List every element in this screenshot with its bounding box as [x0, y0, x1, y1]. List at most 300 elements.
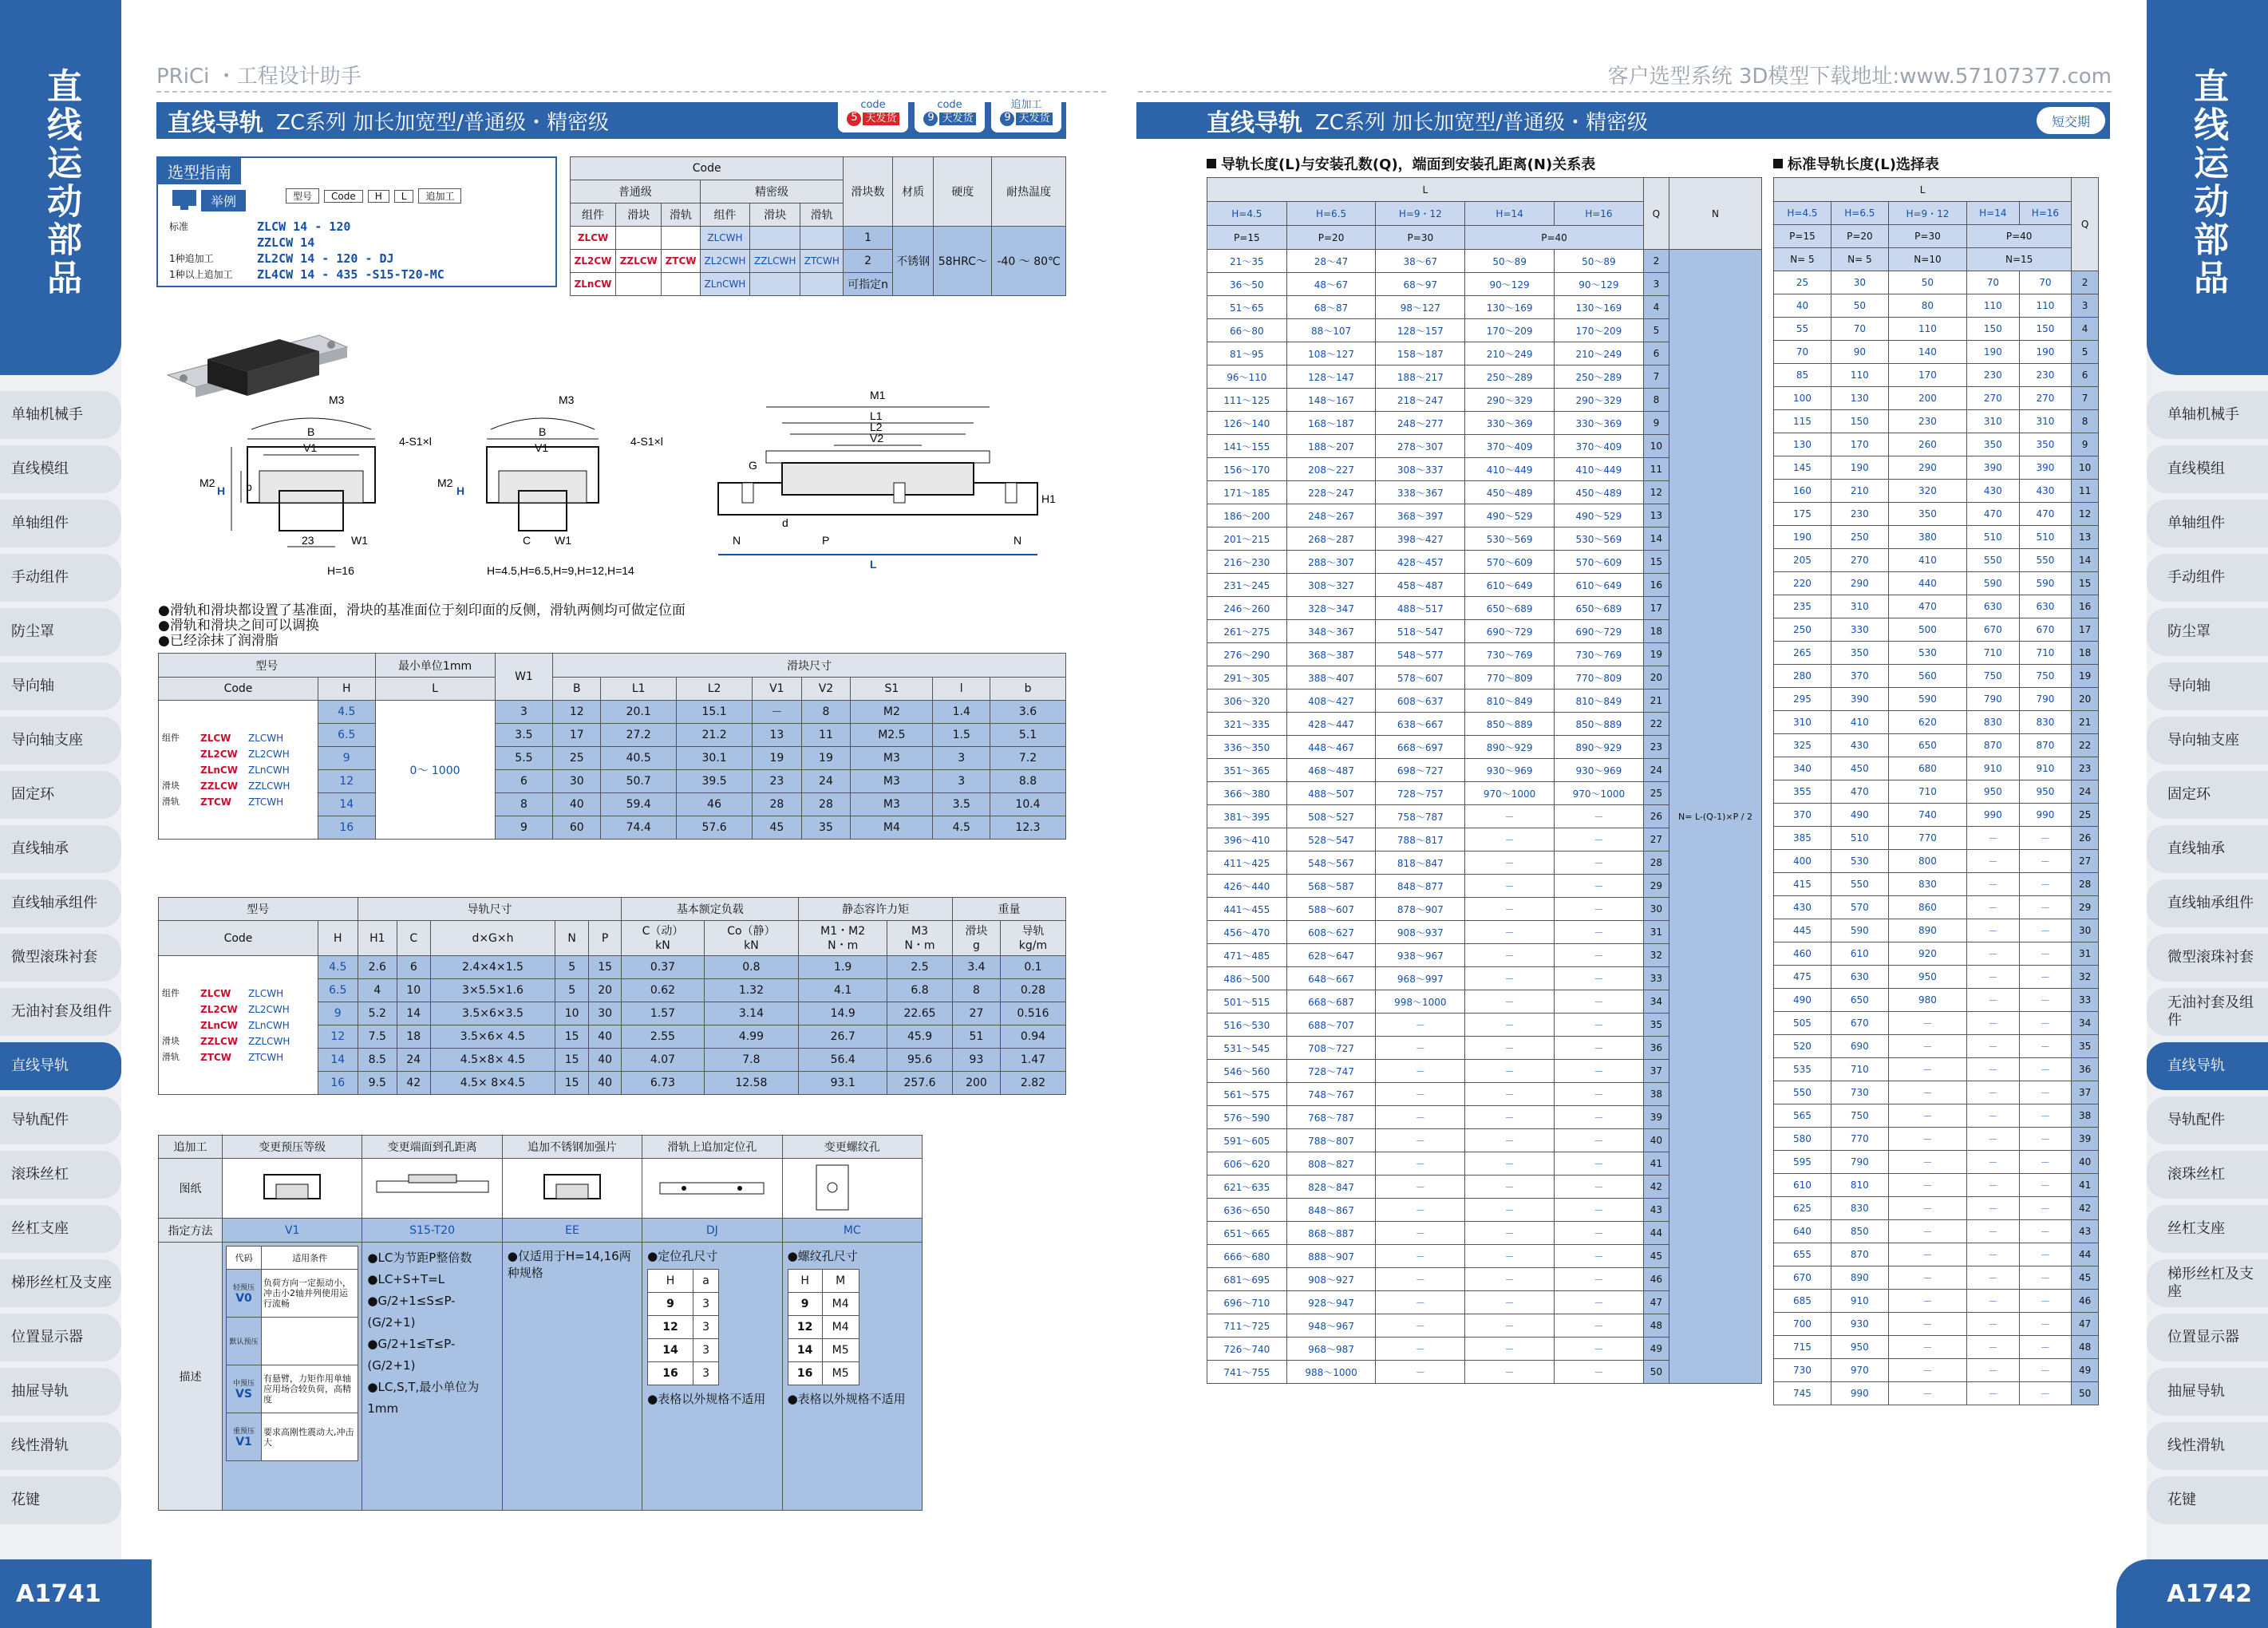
t1-cell: 30.1: [677, 747, 753, 770]
rt2-cell: 42: [2072, 1197, 2099, 1220]
standard-length-table-title: 标准导轨长度(L)选择表: [1773, 153, 1939, 174]
preload-row: [227, 1270, 358, 1318]
rt1-cell: －: [1376, 1199, 1465, 1222]
t1-col-header: V1: [753, 678, 802, 701]
rt2-cell: －: [1967, 1197, 2020, 1220]
sidebar-item-19[interactable]: 线性滑轨: [0, 1422, 121, 1470]
rt1-cell: 98～127: [1376, 296, 1465, 319]
rt2-cell: 320: [1888, 480, 1966, 503]
rt1-cell: －: [1555, 1199, 1644, 1222]
t1-cell: 19: [801, 747, 851, 770]
rt1-cell: 9: [1643, 412, 1669, 435]
sidebar-item-8[interactable]: 直线轴承: [0, 825, 121, 873]
sidebar-item-19[interactable]: 线性滑轨: [2147, 1422, 2268, 1470]
sidebar-item-11[interactable]: 无油衬套及组件: [2147, 988, 2268, 1036]
t1-cell: 1.5: [933, 724, 990, 747]
sidebar-item-17[interactable]: 位置显示器: [0, 1314, 121, 1361]
rt2-cell: 70: [1774, 341, 1831, 364]
rt1-cell: 411～425: [1207, 852, 1287, 875]
rt1-cell: －: [1465, 1152, 1555, 1176]
sidebar-item-2[interactable]: 单轴组件: [0, 500, 121, 547]
code-cell: 2: [844, 250, 892, 273]
rt1-cell: 628～647: [1286, 944, 1376, 967]
rt2-cell: 710: [1888, 780, 1966, 804]
t1-cell: 19: [753, 747, 802, 770]
code-cell: ZTCW: [662, 250, 700, 273]
t1-w1-header: W1: [495, 654, 553, 701]
rt2-row: [1774, 780, 2099, 804]
rt1-cell: －: [1555, 1338, 1644, 1361]
rt1-p-col: P=20: [1286, 226, 1376, 250]
rt2-cell: 830: [1967, 711, 2020, 734]
rt2-cell: 90: [1831, 341, 1888, 364]
rt1-cell: 576～590: [1207, 1106, 1287, 1129]
t2-cell: 14.9: [799, 1002, 887, 1025]
t1-cell: 50.7: [601, 770, 677, 793]
rt2-cell: －: [1888, 1313, 1966, 1336]
sidebar-item-8[interactable]: 直线轴承: [2147, 825, 2268, 873]
rt1-cell: 810～849: [1555, 690, 1644, 713]
mc-cell: 9: [788, 1293, 822, 1316]
t2-cell: 4.07: [622, 1049, 704, 1072]
rt1-cell: 278～307: [1376, 435, 1465, 458]
rt2-cell: 550: [1831, 873, 1888, 896]
rt2-h-col: H=6.5: [1831, 202, 1888, 225]
delivery-badge-1: [915, 97, 985, 132]
t2-cell: 15: [555, 1072, 588, 1095]
rt1-cell: 828～847: [1286, 1176, 1376, 1199]
rt2-row: [1774, 433, 2099, 456]
dj-cell: 14: [648, 1339, 693, 1362]
t3-header: 追加工: [159, 1136, 223, 1159]
sidebar-item-13[interactable]: 导轨配件: [2147, 1097, 2268, 1144]
rt1-cell: －: [1465, 852, 1555, 875]
rt2-cell: 830: [1831, 1197, 1888, 1220]
sidebar-item-20[interactable]: 花键: [0, 1476, 121, 1524]
sidebar-item-0[interactable]: 单轴机械手: [0, 391, 121, 439]
sidebar-item-2[interactable]: 单轴组件: [2147, 500, 2268, 547]
rt1-cell: 650～689: [1465, 597, 1555, 620]
t2-cell: 20: [588, 979, 621, 1002]
sidebar-item-10[interactable]: 微型滚珠衬套: [0, 934, 121, 982]
sidebar-item-5[interactable]: 导向轴: [0, 662, 121, 710]
rt1-cell: －: [1465, 1106, 1555, 1129]
t3-header: 变更预压等级: [223, 1136, 362, 1159]
rt1-cell: 528～547: [1286, 828, 1376, 852]
mc-row: [788, 1339, 859, 1362]
rt2-cell: 190: [1967, 341, 2020, 364]
rt1-cell: 948～967: [1286, 1314, 1376, 1338]
length-hole-table: [1207, 177, 1762, 1384]
rt2-cell: 750: [2019, 665, 2072, 688]
rt1-cell: 636～650: [1207, 1199, 1287, 1222]
rt1-cell: 38～67: [1376, 250, 1465, 273]
t2-cell: 0.62: [622, 979, 704, 1002]
rt2-cell: 670: [1831, 1012, 1888, 1035]
s15-line: ●LC为节距P整倍数: [367, 1251, 472, 1265]
sidebar-item-15[interactable]: 丝杠支座: [2147, 1205, 2268, 1253]
t2-cell: 6.73: [622, 1072, 704, 1095]
t2-col-header: d×G×h: [430, 921, 555, 956]
sidebar-item-18[interactable]: 抽屉导轨: [0, 1368, 121, 1416]
t2-code-normal: ZZLCW: [200, 1035, 239, 1047]
rt1-cell: 32: [1643, 944, 1669, 967]
preload-name: 轻预压: [232, 1284, 255, 1292]
sidebar-item-14[interactable]: 滚珠丝杠: [2147, 1151, 2268, 1199]
rt1-cell: －: [1555, 898, 1644, 921]
t1-cell: 28: [801, 793, 851, 816]
code-subheader: 滑块: [616, 204, 662, 227]
dim-hlist: H=4.5,H=6.5,H=9,H=12,H=14: [487, 564, 634, 577]
mc-h: H: [788, 1270, 822, 1293]
rt1-cell: 890～929: [1465, 736, 1555, 759]
rt2-cell: 390: [1967, 456, 2020, 480]
group-label: [162, 762, 200, 778]
dim-h16: H=16: [327, 564, 354, 577]
t2-unit-header: C（动） kN: [622, 921, 704, 956]
sidebar-item-16[interactable]: 梯形丝杠及支座: [2147, 1259, 2268, 1307]
rt1-cell: 228～247: [1286, 481, 1376, 504]
rt2-cell: －: [2019, 1128, 2072, 1151]
group-label: 滑块: [162, 1035, 180, 1046]
rt2-row: [1774, 318, 2099, 341]
rt2-cell: 265: [1774, 642, 1831, 665]
rt1-cell: 548～577: [1376, 643, 1465, 666]
t2-unit-header: 滑块 g: [952, 921, 1000, 956]
rt2-cell: 610: [1774, 1174, 1831, 1197]
rt2-cell: 270: [1967, 387, 2020, 410]
sidebar-item-6[interactable]: 导向轴支座: [2147, 717, 2268, 765]
code-v1: V1: [223, 1219, 362, 1243]
rt1-cell: 348～367: [1286, 620, 1376, 643]
rt2-cell: 505: [1774, 1012, 1831, 1035]
t2-cell: 3.5×6× 4.5: [430, 1025, 555, 1049]
rt2-cell: －: [1888, 1104, 1966, 1128]
rt1-cell: 988～1000: [1286, 1361, 1376, 1384]
rt2-cell: －: [2019, 827, 2072, 850]
rt1-cell: －: [1555, 1176, 1644, 1199]
t2-cell: 30: [588, 1002, 621, 1025]
rt2-cell: 550: [2019, 549, 2072, 572]
sidebar-item-11[interactable]: 无油衬套及组件: [0, 988, 121, 1036]
rt1-cell: 530～569: [1555, 528, 1644, 551]
rt1-cell: 788～807: [1286, 1129, 1376, 1152]
rt1-cell: 730～769: [1465, 643, 1555, 666]
plate-drawing: [502, 1159, 642, 1219]
t1-l-header: L: [375, 678, 495, 701]
t1-unit-header: 最小单位1mm: [375, 654, 495, 678]
rt1-cell: 518～547: [1376, 620, 1465, 643]
t1-cell: 45: [753, 816, 802, 840]
rt1-cell: 128～147: [1286, 366, 1376, 389]
rt1-cell: 410～449: [1555, 458, 1644, 481]
group-label: [162, 1018, 200, 1033]
rt1-cell: 30: [1643, 898, 1669, 921]
rt2-cell: 230: [1831, 503, 1888, 526]
rt1-cell: 27: [1643, 828, 1669, 852]
left-sidebar: [0, 0, 121, 1628]
s15-line: ●LC+S+T=L: [367, 1272, 445, 1286]
rt2-row: [1774, 294, 2099, 318]
rt2-cell: －: [1888, 1081, 1966, 1104]
t2-code-normal: ZTCW: [200, 1051, 231, 1063]
rt2-cell: －: [1967, 966, 2020, 989]
rt2-row: [1774, 873, 2099, 896]
rt1-cell: 930～969: [1465, 759, 1555, 782]
rt2-row: [1774, 410, 2099, 433]
rt1-cell: 20: [1643, 666, 1669, 690]
rt2-cell: －: [1967, 1012, 2020, 1035]
sidebar-item-5[interactable]: 导向轴: [2147, 662, 2268, 710]
sidebar-item-3[interactable]: 手动组件: [2147, 554, 2268, 602]
t2-code-normal: ZL2CW: [200, 1003, 238, 1015]
t2-cell: 0.94: [1000, 1025, 1065, 1049]
rt2-cell: －: [2019, 896, 2072, 919]
rt2-cell: －: [1967, 1104, 2020, 1128]
sidebar-item-20[interactable]: 花键: [2147, 1476, 2268, 1524]
sidebar-item-0[interactable]: 单轴机械手: [2147, 391, 2268, 439]
rt1-cell: 690～729: [1555, 620, 1644, 643]
rt1-cell: 33: [1643, 967, 1669, 990]
dj-note: ●表格以外规格不适用: [647, 1392, 766, 1406]
rt2-row: [1774, 595, 2099, 618]
rt1-cell: 19: [1643, 643, 1669, 666]
rt2-cell: 950: [1888, 966, 1966, 989]
t2-unit-header: Co（静） kN: [704, 921, 799, 956]
rt1-cell: 28～47: [1286, 250, 1376, 273]
rt2-row: [1774, 1290, 2099, 1313]
preload-cond: 要求高刚性震动大,冲击大: [262, 1413, 358, 1461]
code-cell: [616, 227, 662, 250]
rt1-cell: －: [1555, 967, 1644, 990]
rt2-cell: 490: [1774, 989, 1831, 1012]
rt2-cell: 10: [2072, 456, 2099, 480]
rt2-row: [1774, 665, 2099, 688]
sidebar-item-16[interactable]: 梯形丝杠及支座: [0, 1259, 121, 1307]
rt1-cell: 848～877: [1376, 875, 1465, 898]
page-title-right: 直线导轨: [1207, 109, 1302, 137]
rt1-cell: 3: [1643, 273, 1669, 296]
t2-cell: 4: [358, 979, 397, 1002]
rt2-row: [1774, 572, 2099, 595]
rt2-cell: 43: [2072, 1220, 2099, 1243]
preload-code: V1: [235, 1436, 252, 1448]
rt2-cell: －: [2019, 1359, 2072, 1382]
t1-code-precision: ZL2CWH: [248, 748, 290, 760]
rt2-cell: －: [1967, 1035, 2020, 1058]
t1-cell: 8: [801, 701, 851, 724]
t1-cell: 8: [495, 793, 553, 816]
sidebar-item-12[interactable]: 直线导轨: [0, 1042, 121, 1090]
rt1-cell: 368～397: [1376, 504, 1465, 528]
rt2-cell: 430: [1967, 480, 2020, 503]
rt2-cell: 115: [1774, 410, 1831, 433]
rt1-cell: 330～369: [1465, 412, 1555, 435]
rt1-cell: 21: [1643, 690, 1669, 713]
t2-cell: 14: [397, 1002, 430, 1025]
rt1-cell: 210～249: [1465, 342, 1555, 366]
rt2-cell: 715: [1774, 1336, 1831, 1359]
t1-cell: 7.2: [990, 747, 1066, 770]
notes: [158, 603, 686, 649]
rt2-cell: 745: [1774, 1382, 1831, 1405]
rt1-cell: 441～455: [1207, 898, 1287, 921]
rt2-row: [1774, 1012, 2099, 1035]
monitor-icon: [171, 188, 198, 212]
rt2-cell: 430: [2019, 480, 2072, 503]
rt2-h-col: H=16: [2019, 202, 2072, 225]
sidebar-item-10[interactable]: 微型滚珠衬套: [2147, 934, 2268, 982]
rt2-cell: 350: [1967, 433, 2020, 456]
rt1-cell: 336～350: [1207, 736, 1287, 759]
rt2-cell: 50: [1888, 271, 1966, 294]
rt1-cell: 728～757: [1376, 782, 1465, 805]
t2-code-precision: ZZLCWH: [248, 1035, 290, 1047]
rt1-cell: 126～140: [1207, 412, 1287, 435]
rt2-cell: 370: [1831, 665, 1888, 688]
rt2-row: [1774, 1081, 2099, 1104]
code-subheader: 滑轨: [800, 204, 844, 227]
rt2-cell: 32: [2072, 966, 2099, 989]
sidebar-title-text: 直线运动部品: [2187, 68, 2228, 298]
sidebar-item-1[interactable]: 直线模组: [2147, 445, 2268, 493]
rt1-cell: 248～277: [1376, 412, 1465, 435]
t1-code-block: [159, 701, 318, 840]
rt2-cell: 590: [2019, 572, 2072, 595]
sidebar-item-13[interactable]: 导轨配件: [0, 1097, 121, 1144]
rt2-cell: 85: [1774, 364, 1831, 387]
sidebar-item-7[interactable]: 固定环: [0, 771, 121, 819]
rt2-row: [1774, 688, 2099, 711]
t2-cell: 10: [555, 1002, 588, 1025]
sidebar-item-14[interactable]: 滚珠丝杠: [0, 1151, 121, 1199]
sidebar-item-12[interactable]: 直线导轨: [2147, 1042, 2268, 1090]
rt2-cell: 47: [2072, 1313, 2099, 1336]
rt1-cell: 23: [1643, 736, 1669, 759]
rt1-cell: 68～97: [1376, 273, 1465, 296]
rt1-cell: －: [1376, 1291, 1465, 1314]
rt2-cell: －: [1967, 1336, 2020, 1359]
code-subheader: 滑轨: [662, 204, 700, 227]
rt2-cell: －: [1967, 1151, 2020, 1174]
group-label: 组件: [162, 987, 180, 998]
delivery-badges: [838, 97, 1069, 137]
rt2-row: [1774, 1220, 2099, 1243]
sidebar-item-6[interactable]: 导向轴支座: [0, 717, 121, 765]
rt1-cell: 8: [1643, 389, 1669, 412]
rt1-cell: 45: [1643, 1245, 1669, 1268]
page-subtitle-right: ZC系列 加长加宽型/普通级・精密级: [1315, 110, 1648, 135]
rt2-cell: 11: [2072, 480, 2099, 503]
rt1-cell: 7: [1643, 366, 1669, 389]
dim-g: G: [749, 459, 757, 472]
rt2-cell: －: [2019, 1290, 2072, 1313]
rt2-cell: 710: [1967, 642, 2020, 665]
rt2-cell: 80: [1888, 294, 1966, 318]
rt2-cell: 45: [2072, 1266, 2099, 1290]
code-cell: ZLCW: [571, 227, 616, 250]
rt1-cell: 908～927: [1286, 1268, 1376, 1291]
sidebar-item-4[interactable]: 防尘罩: [0, 608, 121, 656]
rt2-cell: 350: [2019, 433, 2072, 456]
rt2-cell: 2: [2072, 271, 2099, 294]
temp-header: 耐热温度: [992, 157, 1066, 227]
rt1-cell: 44: [1643, 1222, 1669, 1245]
example-rows: [169, 219, 445, 283]
sidebar-item-4[interactable]: 防尘罩: [2147, 608, 2268, 656]
sidebar-item-9[interactable]: 直线轴承组件: [2147, 879, 2268, 927]
rt2-cell: －: [2019, 850, 2072, 873]
rt1-cell: 268～287: [1286, 528, 1376, 551]
rt1-cell: 848～867: [1286, 1199, 1376, 1222]
t2-code-block: [159, 956, 318, 1095]
rt2-cell: －: [1967, 1290, 2020, 1313]
rt2-cell: 280: [1774, 665, 1831, 688]
rt2-cell: 520: [1774, 1035, 1831, 1058]
sidebar-item-7[interactable]: 固定环: [2147, 771, 2268, 819]
rt2-cell: －: [1967, 1359, 2020, 1382]
rt1-cell: －: [1555, 990, 1644, 1014]
code-cell: ZTCWH: [800, 250, 844, 273]
rt2-cell: 860: [1888, 896, 1966, 919]
rt2-cell: 230: [1967, 364, 2020, 387]
sidebar-item-9[interactable]: 直线轴承组件: [0, 879, 121, 927]
rt1-cell: －: [1465, 1268, 1555, 1291]
rt2-row: [1774, 896, 2099, 919]
rt2-cell: 38: [2072, 1104, 2099, 1128]
rt1-cell: －: [1376, 1268, 1465, 1291]
code-cell: ZL2CWH: [700, 250, 749, 273]
rt1-cell: 218～247: [1376, 389, 1465, 412]
sidebar-item-15[interactable]: 丝杠支座: [0, 1205, 121, 1253]
rt1-cell: 570～609: [1555, 551, 1644, 574]
rt2-cell: 140: [1888, 341, 1966, 364]
sidebar-item-1[interactable]: 直线模组: [0, 445, 121, 493]
rt1-cell: －: [1555, 1361, 1644, 1384]
rt2-cell: 4: [2072, 318, 2099, 341]
t2-cell: 3.14: [704, 1002, 799, 1025]
mc-cell: M5: [822, 1339, 859, 1362]
t2-cell: 4.5×8× 4.5: [430, 1049, 555, 1072]
rt2-cell: 350: [1831, 642, 1888, 665]
sidebar-item-3[interactable]: 手动组件: [0, 554, 121, 602]
t1-cell: 3.5: [495, 724, 553, 747]
sidebar-item-18[interactable]: 抽屉导轨: [2147, 1368, 2268, 1416]
rt2-cell: 210: [1831, 480, 1888, 503]
rt1-cell: －: [1376, 1083, 1465, 1106]
rt2-cell: 730: [1831, 1081, 1888, 1104]
code-header: Code: [571, 157, 844, 180]
rt1-cell: －: [1555, 1152, 1644, 1176]
rt2-cell: 33: [2072, 989, 2099, 1012]
rt1-cell: －: [1555, 1245, 1644, 1268]
code-cell: [616, 273, 662, 296]
rt1-cell: 450～489: [1555, 481, 1644, 504]
rt2-cell: 21: [2072, 711, 2099, 734]
rt2-cell: 290: [1888, 456, 1966, 480]
dim-h1: H1: [1041, 492, 1056, 505]
rt2-cell: 330: [1831, 618, 1888, 642]
t1-cell: 13: [753, 724, 802, 747]
dj-cell: 3: [693, 1362, 718, 1385]
t2-code-precision: ZLCWH: [248, 987, 284, 999]
rt1-cell: 930～969: [1555, 759, 1644, 782]
t2-cell: 5: [555, 979, 588, 1002]
sidebar-item-17[interactable]: 位置显示器: [2147, 1314, 2268, 1361]
badge-top: code: [937, 99, 962, 111]
t2-cell: 2.5: [887, 956, 953, 979]
note: ●滑轨和滑块都设置了基准面，滑块的基准面位于刻印面的反侧，滑轨两侧均可做定位面: [158, 603, 686, 618]
